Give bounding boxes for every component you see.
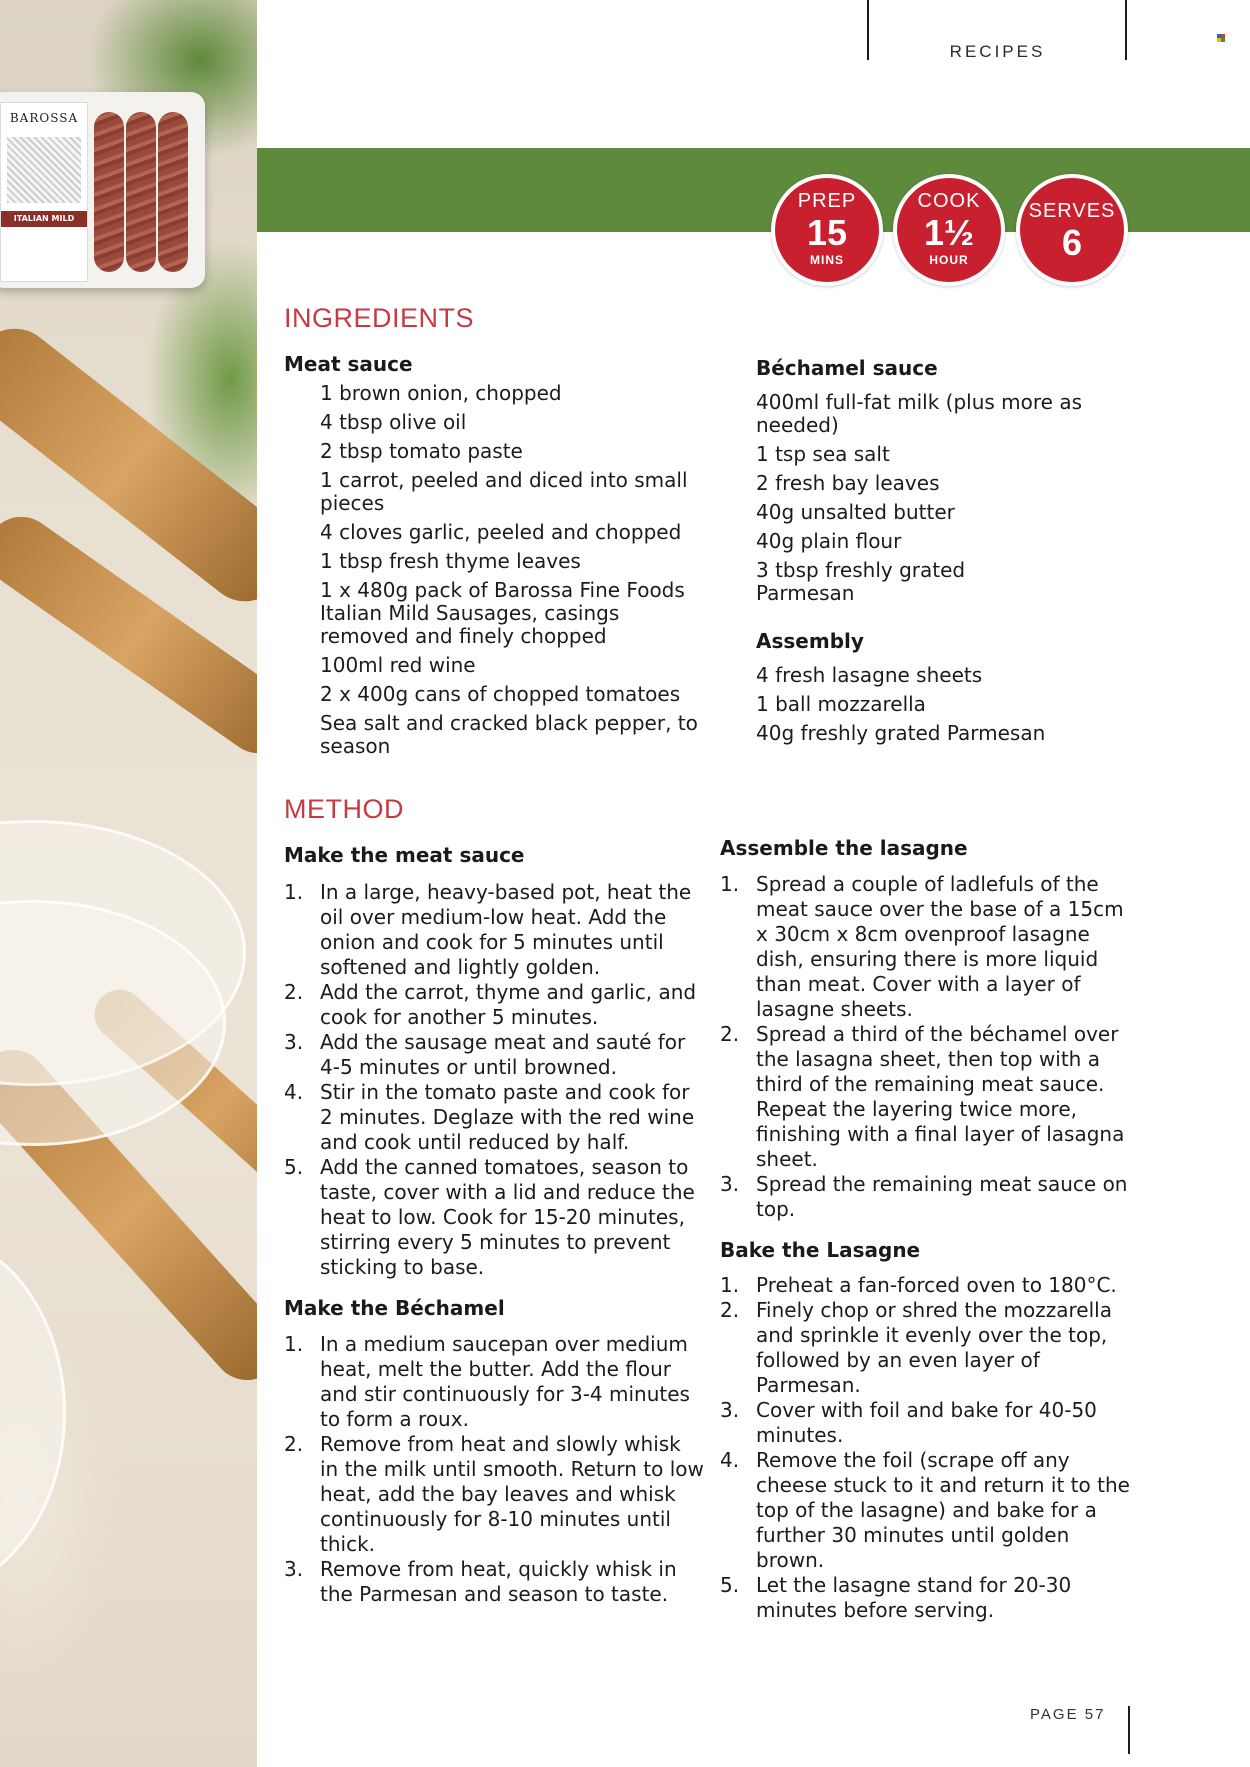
sausage bbox=[126, 112, 156, 272]
step-item: 1. Spread a couple of ladlefuls of the meat sauce over the base of a 15cm x 30cm x 8cm ovenproof lasagne dish, ensuring there is more liquid than meat. Cover with a layer of lasagne sheets. bbox=[720, 872, 1124, 1021]
cook-unit: HOUR bbox=[929, 253, 969, 267]
ingredient-item: 40g freshly grated Parmesan bbox=[756, 721, 1046, 745]
serves-badge bbox=[1016, 174, 1128, 286]
cook-label: COOK bbox=[917, 190, 981, 212]
step-item: 1. In a medium saucepan over medium heat, melt the butter. Add the flour and stir continuously for 3-4 minutes to form a roux. bbox=[284, 1332, 690, 1431]
logo-icon bbox=[1217, 34, 1225, 42]
ingredients-heading: INGREDIENTS bbox=[284, 303, 475, 333]
serves-value: 6 bbox=[1061, 222, 1083, 263]
food-photo bbox=[0, 0, 257, 1767]
step-item: 5. Let the lasagne stand for 20-30 minutes before serving. bbox=[720, 1573, 1072, 1622]
step-item: 2. Remove from heat and slowly whisk in the milk until smooth. Return to low heat, add the bay leaves and whisk continuously for 8-10 minutes until thick. bbox=[284, 1432, 704, 1556]
cook-time-badge bbox=[893, 174, 1005, 286]
ingredient-item: 3 tbsp freshly grated Parmesan bbox=[756, 558, 966, 605]
ingredient-item: Sea salt and cracked black pepper, to season bbox=[320, 711, 698, 758]
meat-sauce-ingredients-title: Meat sauce bbox=[284, 352, 413, 376]
bechamel-steps bbox=[284, 1332, 704, 1607]
prep-unit: MINS bbox=[810, 253, 844, 267]
ingredient-item: 40g plain flour bbox=[756, 529, 902, 553]
ingredient-item: 1 carrot, peeled and diced into small pieces bbox=[320, 468, 688, 515]
meat-sauce-steps bbox=[284, 880, 704, 1280]
ingredient-item: 40g unsalted butter bbox=[756, 500, 955, 524]
prep-value: 15 bbox=[806, 212, 848, 253]
prep-time-badge bbox=[771, 174, 883, 286]
serves-label: SERVES bbox=[1028, 200, 1116, 222]
step-item: 3. Cover with foil and bake for 40-50 minutes. bbox=[720, 1398, 1097, 1447]
step-item: 1. Preheat a fan-forced oven to 180°C. bbox=[720, 1273, 1117, 1297]
meat-sauce-ingredient-list bbox=[320, 382, 710, 764]
ingredient-item: 4 cloves garlic, peeled and chopped bbox=[320, 520, 682, 544]
ingredient-item: 1 ball mozzarella bbox=[756, 692, 926, 716]
step-item: 2. Add the carrot, thyme and garlic, and cook for another 5 minutes. bbox=[284, 980, 697, 1029]
sausage bbox=[94, 112, 124, 272]
ingredient-item: 1 brown onion, chopped bbox=[320, 381, 562, 405]
page-number: PAGE 57 bbox=[1030, 1706, 1106, 1723]
bechamel-ingredients-title: Béchamel sauce bbox=[756, 356, 938, 380]
step-item: 4. Stir in the tomato paste and cook for 2 minutes. Deglaze with the red wine and cook until reduced by half. bbox=[284, 1080, 695, 1154]
bake-steps bbox=[720, 1273, 1140, 1623]
ingredient-item: 100ml red wine bbox=[320, 653, 476, 677]
sausage bbox=[158, 112, 188, 272]
cook-value: 1½ bbox=[923, 212, 975, 253]
ingredient-item: 1 x 480g pack of Barossa Fine Foods Italian Mild Sausages, casings removed and finely chopped bbox=[320, 578, 685, 648]
step-item: 1. In a large, heavy-based pot, heat the oil over medium-low heat. Add the onion and cook for 5 minutes until softened and lightly golden. bbox=[284, 880, 692, 979]
step-item: 3. Spread the remaining meat sauce on top. bbox=[720, 1172, 1128, 1221]
bake-method-title: Bake the Lasagne bbox=[720, 1238, 921, 1262]
assembly-ingredients-title: Assembly bbox=[756, 629, 864, 653]
meat-sauce-method-title: Make the meat sauce bbox=[284, 843, 525, 867]
assemble-method-title: Assemble the lasagne bbox=[720, 836, 968, 860]
step-item: 4. Remove the foil (scrape off any cheese stuck to it and return it to the top of the lasagne) and bake for a further 30 minutes until golden brown. bbox=[720, 1448, 1130, 1572]
footer-divider bbox=[1128, 1706, 1130, 1754]
assembly-ingredient-list bbox=[756, 664, 1106, 751]
step-item: 3. Add the sausage meat and sauté for 4-5 minutes or until browned. bbox=[284, 1030, 686, 1079]
package-variety: ITALIAN MILD bbox=[1, 211, 87, 227]
package-label bbox=[0, 102, 88, 282]
ingredient-item: 400ml full-fat milk (plus more as needed) bbox=[756, 390, 1082, 437]
header-divider bbox=[867, 0, 869, 60]
section-title: RECIPES bbox=[949, 42, 1046, 61]
bechamel-ingredient-list bbox=[756, 391, 1106, 611]
step-item: 2. Finely chop or shred the mozzarella and sprinkle it evenly over the top, followed by an even layer of Parmesan. bbox=[720, 1298, 1112, 1397]
ingredient-item: 4 fresh lasagne sheets bbox=[756, 663, 983, 687]
ingredient-item: 2 tbsp tomato paste bbox=[320, 439, 523, 463]
ingredient-item: 1 tbsp fresh thyme leaves bbox=[320, 549, 581, 573]
header-divider bbox=[1125, 0, 1127, 60]
ingredient-item: 2 x 400g cans of chopped tomatoes bbox=[320, 682, 681, 706]
step-item: 5. Add the canned tomatoes, season to taste, cover with a lid and reduce the heat to low. Cook for 15-20 minutes, stirring every 5 minutes to prevent sticking to base. bbox=[284, 1155, 695, 1279]
step-item: 3. Remove from heat, quickly whisk in the Parmesan and season to taste. bbox=[284, 1557, 677, 1606]
package-brand: BAROSSA bbox=[9, 111, 79, 125]
method-heading: METHOD bbox=[284, 794, 404, 824]
bechamel-method-title: Make the Béchamel bbox=[284, 1296, 505, 1320]
package-illustration bbox=[7, 137, 81, 203]
sausage-package bbox=[0, 92, 205, 288]
ingredient-item: 4 tbsp olive oil bbox=[320, 410, 467, 434]
prep-label: PREP bbox=[797, 190, 857, 212]
assemble-steps bbox=[720, 872, 1140, 1222]
step-item: 2. Spread a third of the béchamel over the lasagna sheet, then top with a third of the remaining meat sauce. Repeat the layering twice more, finishing with a final layer of lasagna sheet. bbox=[720, 1022, 1125, 1171]
ingredient-item: 2 fresh bay leaves bbox=[756, 471, 940, 495]
ingredient-item: 1 tsp sea salt bbox=[756, 442, 890, 466]
